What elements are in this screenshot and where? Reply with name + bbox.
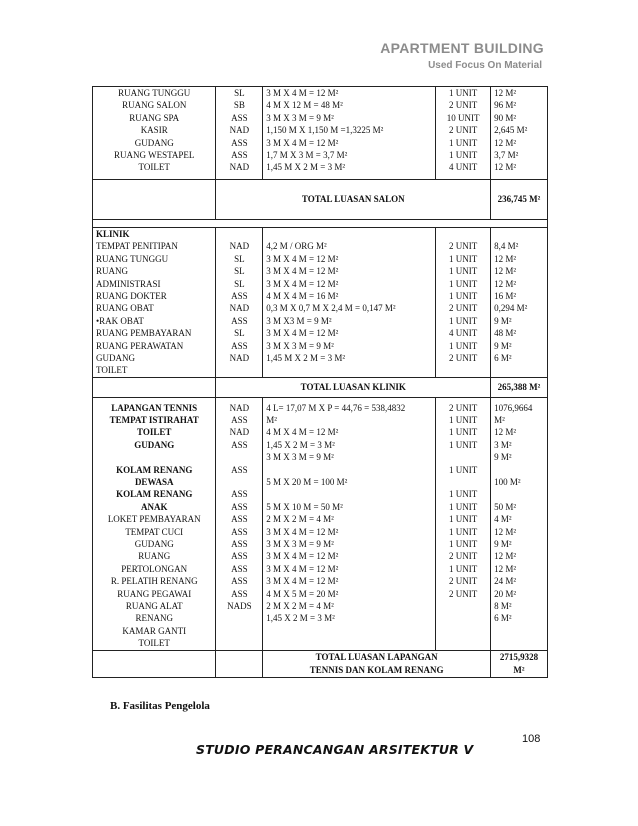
table-cell-line: 1 UNIT [448,253,478,264]
table-cell-line: 1 UNIT [448,427,478,438]
table-cell-line: 4 UNIT [448,162,478,173]
table-cell-line: 1076,9664 [494,402,533,413]
table-cell-line: RENANG [135,613,173,624]
table-cell-line: 1,45 M X 2 M = 3 M² [266,162,346,173]
table-cell-line: 0,3 M X 0,7 M X 2,4 M = 0,147 M² [266,303,396,314]
table-cell-line: ASS [231,588,248,599]
table-cell-line: NADS [227,600,252,611]
klinik-total-label: TOTAL LUASAN KLINIK [216,377,491,397]
table-cell-line [96,451,212,463]
table-cell-line: 3 M X 3 M = 9 M² [266,340,334,351]
table-cell-line: 9 M² [494,340,512,351]
table-cell-line: ASS [231,551,248,562]
table-cell-line: 2 UNIT [448,125,478,136]
table-cell-line: 2 M X 2 M = 4 M² [266,600,334,611]
table-cell-line: RUANG TUNGGU [96,253,169,264]
table-cell-line: 1,45 X 2 M = 3 M² [266,613,335,624]
table-cell-line: 4,2 M / ORG M² [266,241,327,252]
table-cell-line: ASS [231,576,248,587]
table-cell-line: 4 M² [494,514,512,525]
table-cell-line: KOLAM RENANG [116,489,193,500]
table-cell-line: 1 UNIT [448,538,478,549]
table-cell-line: 1 UNIT [448,137,478,148]
salon-units [436,87,491,180]
table-cell-line: R. PELATIH RENANG [110,576,198,587]
table-cell-line: 0,294 M² [494,303,528,314]
table-cell-line: 1 UNIT [448,278,478,289]
table-cell-line: 3 M X 4 M = 12 M² [266,526,339,537]
table-cell-line: RUANG SALON [122,100,187,111]
table-cell-line: GUDANG [96,352,135,363]
table-cell-line: 12 M² [494,137,517,148]
document-header-title: APARTMENT BUILDING [380,40,544,56]
table-cell-line: ASS [231,340,248,351]
table-cell-line: RUANG TUNGGU [118,88,191,98]
table-cell-line [219,476,259,488]
klinik-rows [93,228,548,378]
table-cell-line [494,488,544,500]
spacer-row [93,220,548,228]
table-cell-line: 3 M X 4 M = 12 M² [266,576,339,587]
table-cell-line: 8,4 M² [494,241,519,252]
table-cell-line: NAD [229,241,250,252]
table-cell-line: NAD [229,303,250,314]
table-cell-line: 1,45 X 2 M = 3 M² [266,439,335,450]
table-cell-line: 3 M X 4 M = 12 M² [266,88,339,98]
klinik-total-value: 265,388 M² [491,377,548,397]
table-cell-line: 2 UNIT [448,402,478,413]
table-cell-line: RUANG [138,551,171,562]
table-cell-line: TOILET [96,365,128,376]
table-cell-line: ASS [231,137,248,148]
document-header-subtitle: Used Focus On Material [428,60,542,71]
table-cell-line: 3 M X3 M = 9 M² [266,315,332,326]
table-cell-line: 1,150 M X 1,150 M =1,3225 M² [266,125,384,136]
table-cell-line: SB [233,100,245,111]
table-cell-line: 9 M² [494,315,512,326]
table-cell-line: GUDANG [134,137,174,148]
table-cell-line: 3 M X 4 M = 12 M² [266,551,339,562]
table-cell-line: PERTOLONGAN [121,563,188,574]
table-cell-line: SL [234,253,245,264]
table-cell-line: 24 M² [494,576,517,587]
table-cell-line: ASS [231,501,248,512]
table-cell-line: ADMINISTRASI [96,278,161,289]
table-cell-line: ASS [231,415,248,426]
salon-total-value: 236,745 M² [491,180,548,220]
tennis-codes [216,397,263,650]
tennis-areas [491,397,548,650]
table-cell-line: GUDANG [134,538,174,549]
table-cell-line: 3 M X 4 M = 12 M² [266,266,339,277]
table-cell-line: TEMPAT PENITIPAN [96,241,178,252]
table-cell-line: ASS [231,526,248,537]
table-cell-line: 3 M X 4 M = 12 M² [266,253,339,264]
table-cell-line: 1 UNIT [448,526,478,537]
klinik-heading: KLINIK [96,229,130,239]
table-cell-line [439,476,487,488]
table-cell-line: ASS [231,538,248,549]
table-cell-line: RUANG [96,266,129,277]
table-cell-line: 1,7 M X 3 M = 3,7 M² [266,149,348,160]
table-cell-line: 90 M² [494,112,517,123]
salon-calculations [263,87,436,180]
salon-areas [491,87,548,180]
table-cell-line: 1,45 M X 2 M = 3 M² [266,352,346,363]
salon-codes [216,87,263,180]
table-cell-line: TOILET [137,427,172,438]
table-cell-line: 12 M² [494,266,517,277]
table-cell-line: 96 M² [494,100,517,111]
table-cell-line: 3 M X 4 M = 12 M² [266,328,339,339]
table-cell-line: 4 L= 17,07 M X P = 44,76 = 538,4832 [266,402,406,413]
table-cell-line: 1 UNIT [448,563,478,574]
table-cell-line: 1 UNIT [448,340,478,351]
table-cell-line: 9 M² [494,538,512,549]
table-cell-line: 2 M X 2 M = 4 M² [266,514,334,525]
table-cell-line: 2 UNIT [448,588,478,599]
table-cell-line: 12 M² [494,88,517,98]
table-cell-line: 16 M² [494,290,517,301]
table-cell-line: 48 M² [494,328,517,339]
table-cell-line: ASS [231,439,248,450]
tennis-total-row [93,650,548,677]
table-cell-line: ASS [231,112,248,123]
table-cell-line: RUANG OBAT [96,303,154,314]
table-cell-line [266,464,432,476]
klinik-room-names [93,228,216,378]
table-cell-line: 8 M² [494,600,512,611]
table-cell-line [219,451,259,463]
tennis-rows [93,397,548,650]
table-cell-line: 100 M² [494,477,521,488]
table-cell-line: ASS [231,315,248,326]
table-cell-line: 2 UNIT [448,241,478,252]
table-cell-line [439,451,487,463]
table-cell-line: 1 UNIT [448,501,478,512]
table-cell-line: TOILET [138,162,170,173]
table-cell-line: SL [234,88,245,98]
table-cell-line: RUANG PERAWATAN [96,340,184,351]
table-cell-line: 3 M X 3 M = 9 M² [266,538,334,549]
table-cell-line: SL [234,278,245,289]
table-cell-line: 1 UNIT [448,489,478,500]
table-cell-line: 3 M X 4 M = 12 M² [266,137,339,148]
table-cell-line: ASS [231,563,248,574]
tennis-units [436,397,491,650]
table-cell-line: 1 UNIT [448,149,478,160]
table-cell-line: •RAK OBAT [96,315,144,326]
table-cell-line: 12 M² [494,253,517,264]
table-cell-line: 1 UNIT [448,266,478,277]
salon-total-row [93,180,548,220]
table-cell-line: KASIR [140,125,168,136]
table-cell-line [266,488,432,500]
table-cell-line: 12 M² [494,427,517,438]
salon-total-label: TOTAL LUASAN SALON [216,180,491,220]
area-table [92,86,548,678]
table-cell-line: RUANG DOKTER [96,290,167,301]
table-cell-line: 12 M² [494,551,517,562]
table-cell-line: NAD [229,427,250,438]
tennis-room-names [93,397,216,650]
table-cell-line: RUANG PEGAWAI [117,588,192,599]
table-cell-line: ASS [231,290,248,301]
table-cell-line: 3 M X 4 M = 12 M² [266,563,339,574]
table-cell-line: RUANG WESTAPEL [114,149,195,160]
table-cell-line: LAPANGAN TENNIS [111,402,198,413]
table-cell-line: ASS [231,514,248,525]
table-cell-line: 9 M² [494,452,512,463]
table-cell-line: 12 M² [494,526,517,537]
table-cell-line: 3,7 M² [494,149,519,160]
table-cell-line: NAD [229,125,250,136]
table-cell-line: NAD [229,402,250,413]
table-cell-line: 12 M² [494,162,517,173]
page-number: 108 [522,733,541,745]
table-cell-line: 1 UNIT [448,290,478,301]
table-cell-line: 3 M² [494,439,512,450]
table-cell-line: ANAK [140,501,168,512]
table-cell-line: 1 UNIT [448,315,478,326]
table-cell-line: 6 M² [494,352,512,363]
table-cell-line: KOLAM RENANG [116,464,193,475]
tennis-calculations [263,397,436,650]
salon-rows [93,87,548,180]
table-cell-line: LOKET PEMBAYARAN [107,514,201,525]
klinik-total-row [93,377,548,397]
table-cell-line: NAD [229,352,250,363]
table-cell-line: 10 UNIT [446,112,480,123]
table-cell-line: 2 UNIT [448,352,478,363]
table-cell-line: 4 M X 12 M = 48 M² [266,100,343,111]
table-cell-line: 1 UNIT [448,415,478,426]
table-cell-line: 3 M X 3 M = 9 M² [266,112,334,123]
section-heading: B. Fasilitas Pengelola [110,700,210,712]
table-cell-line: SL [234,328,245,339]
table-cell-line: RUANG SPA [129,112,180,123]
salon-room-names [93,87,216,180]
table-cell-line: 5 M X 20 M = 100 M² [266,477,348,488]
table-cell-line: 4 M X 5 M = 20 M² [266,588,339,599]
table-cell-line: 2 UNIT [448,576,478,587]
table-cell-line: 4 M X 4 M = 12 M² [266,427,339,438]
table-cell-line: RUANG PEMBAYARAN [96,328,192,339]
table-cell-line: KAMAR GANTI [122,625,187,636]
table-cell-line: DEWASA [134,477,174,488]
table-cell-line: SL [234,266,245,277]
table-cell-line: 2 UNIT [448,551,478,562]
footer-title: STUDIO PERANCANGAN ARSITEKTUR V [196,742,474,757]
table-cell-line: 12 M² [494,278,517,289]
table-cell-line: 1 UNIT [448,439,478,450]
table-cell-line: 2 UNIT [448,100,478,111]
table-cell-line: 3 M X 3 M = 9 M² [266,452,334,463]
table-cell-line [494,464,544,476]
table-cell-line: 4 M X 4 M = 16 M² [266,290,339,301]
table-cell-line: 6 M² [494,613,512,624]
table-cell-line: TOILET [138,638,170,649]
table-cell-line: 12 M² [494,563,517,574]
table-cell-line: RUANG ALAT [125,600,183,611]
table-cell-line: 2 UNIT [448,303,478,314]
table-cell-line: 1 UNIT [448,88,478,98]
table-cell-line: 50 M² [494,501,517,512]
table-cell-line: 5 M X 10 M = 50 M² [266,501,343,512]
table-cell-line: 2,645 M² [494,125,528,136]
tennis-total-value: 2715,9328 M² [491,650,548,677]
table-cell-line: ASS [231,464,248,475]
table-cell-line: ASS [231,149,248,160]
table-cell-line: TEMPAT ISTIRAHAT [109,415,199,426]
table-cell-line: ASS [231,489,248,500]
table-cell-line: M² [494,415,505,426]
table-cell-line: 3 M X 4 M = 12 M² [266,278,339,289]
table-cell-line: GUDANG [134,439,175,450]
table-cell-line: 20 M² [494,588,517,599]
table-cell-line: 4 UNIT [448,328,478,339]
table-cell-line: NAD [229,162,250,173]
table-cell-line: 1 UNIT [448,464,478,475]
table-cell-line: TEMPAT CUCI [125,526,184,537]
table-cell-line: 1 UNIT [448,514,478,525]
tennis-total-label: TOTAL LUASAN LAPANGAN TENNIS DAN KOLAM RENANG [263,650,491,677]
table-cell-line: M² [266,415,277,426]
